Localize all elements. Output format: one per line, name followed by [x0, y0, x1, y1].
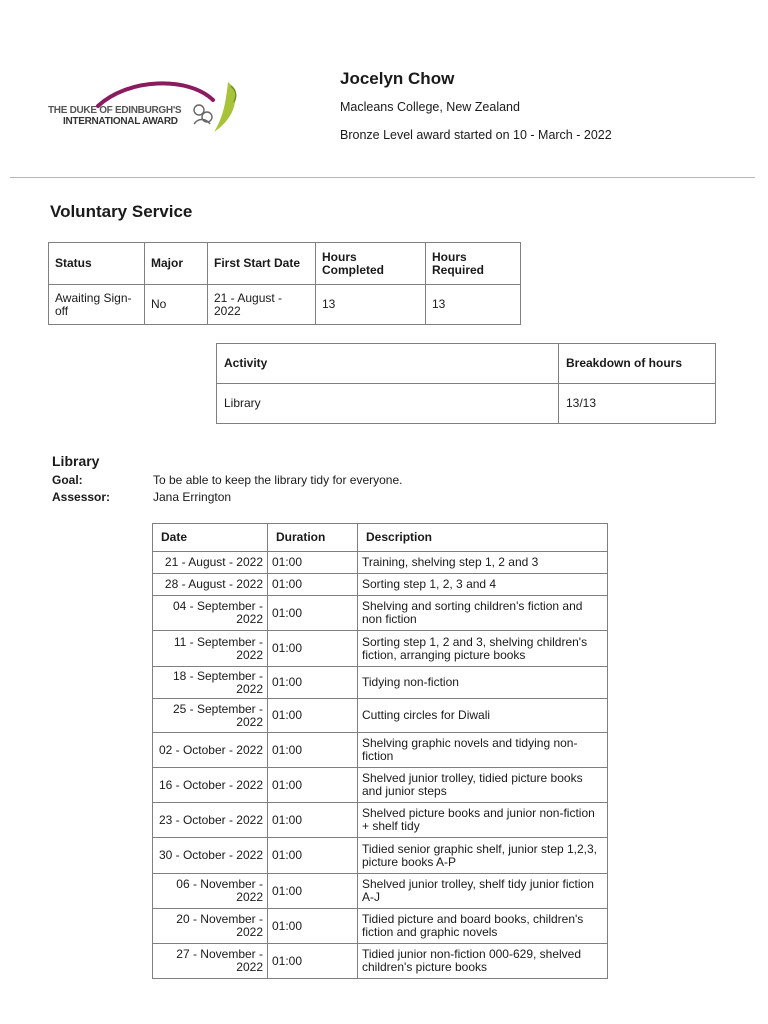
- assessor-label: Assessor:: [52, 490, 111, 504]
- goal-label: Goal:: [52, 473, 83, 487]
- log-duration: 01:00: [268, 596, 358, 631]
- log-table-header: [153, 524, 608, 552]
- first-start-value: 21 - August - 2022: [208, 285, 316, 325]
- log-description: Tidied senior graphic shelf, junior step 1,2,3, picture books A-P: [358, 838, 608, 874]
- log-date: 23 - October - 2022: [153, 803, 268, 838]
- table-row: [153, 596, 608, 631]
- log-duration: 01:00: [268, 909, 358, 944]
- log-duration: 01:00: [268, 552, 358, 574]
- major-header: Major: [145, 243, 208, 285]
- activity-table-header: [217, 344, 716, 384]
- activity-breakdown-table: [216, 343, 716, 424]
- goal-value: To be able to keep the library tidy for everyone.: [153, 473, 403, 487]
- date-header: Date: [153, 524, 268, 552]
- log-duration: 01:00: [268, 838, 358, 874]
- participant-name: Jocelyn Chow: [340, 69, 455, 88]
- table-row: [153, 667, 608, 699]
- log-date: 11 - September - 2022: [153, 631, 268, 667]
- log-description: Tidied picture and board books, children's fiction and graphic novels: [358, 909, 608, 944]
- log-duration: 01:00: [268, 803, 358, 838]
- log-date: 28 - August - 2022: [153, 574, 268, 596]
- log-date: 30 - October - 2022: [153, 838, 268, 874]
- log-description: Shelved junior trolley, tidied picture books and junior steps: [358, 768, 608, 803]
- log-description: Shelved picture books and junior non-fiction + shelf tidy: [358, 803, 608, 838]
- hours-required-header: Hours Required: [426, 243, 521, 285]
- log-duration: 01:00: [268, 631, 358, 667]
- hours-completed-header: Hours Completed: [316, 243, 426, 285]
- major-value: No: [145, 285, 208, 325]
- status-value: Awaiting Sign-off: [49, 285, 145, 325]
- table-row: [153, 631, 608, 667]
- activity-value: Library: [217, 384, 559, 424]
- status-header: Status: [49, 243, 145, 285]
- log-description: Shelving graphic novels and tidying non-fiction: [358, 733, 608, 768]
- log-description: Tidied junior non-fiction 000-629, shelved children's picture books: [358, 944, 608, 979]
- table-row: [153, 874, 608, 909]
- log-date: 06 - November - 2022: [153, 874, 268, 909]
- log-duration: 01:00: [268, 733, 358, 768]
- log-duration: 01:00: [268, 944, 358, 979]
- log-duration: 01:00: [268, 667, 358, 699]
- activity-header: Activity: [217, 344, 559, 384]
- status-table-header: [49, 243, 521, 285]
- table-row: [153, 944, 608, 979]
- award-logo: [48, 80, 243, 136]
- log-description: Shelving and sorting children's fiction and non fiction: [358, 596, 608, 631]
- log-description: Training, shelving step 1, 2 and 3: [358, 552, 608, 574]
- log-date: 04 - September - 2022: [153, 596, 268, 631]
- log-description: Sorting step 1, 2 and 3, shelving children's fiction, arranging picture books: [358, 631, 608, 667]
- log-description: Tidying non-fiction: [358, 667, 608, 699]
- activity-table-row: [217, 384, 716, 424]
- logo-text-line2: INTERNATIONAL AWARD: [63, 116, 178, 127]
- table-row: [153, 552, 608, 574]
- hours-required-value: 13: [426, 285, 521, 325]
- award-level-info: Bronze Level award started on 10 - March - 2022: [340, 128, 612, 142]
- log-duration: 01:00: [268, 574, 358, 596]
- log-date: 18 - September - 2022: [153, 667, 268, 699]
- status-table: [48, 242, 521, 325]
- log-description: Sorting step 1, 2, 3 and 4: [358, 574, 608, 596]
- status-table-row: [49, 285, 521, 325]
- log-duration: 01:00: [268, 874, 358, 909]
- table-row: [153, 574, 608, 596]
- logo-text-line1: THE DUKE OF EDINBURGH'S: [48, 105, 182, 116]
- table-row: [153, 909, 608, 944]
- log-date: 25 - September - 2022: [153, 699, 268, 733]
- log-description: Cutting circles for Diwali: [358, 699, 608, 733]
- log-duration: 01:00: [268, 768, 358, 803]
- section-title: Voluntary Service: [50, 202, 193, 221]
- table-row: [153, 768, 608, 803]
- log-date: 27 - November - 2022: [153, 944, 268, 979]
- header-divider: [10, 177, 755, 178]
- log-date: 20 - November - 2022: [153, 909, 268, 944]
- hours-completed-value: 13: [316, 285, 426, 325]
- table-row: [153, 803, 608, 838]
- breakdown-value: 13/13: [559, 384, 716, 424]
- activity-name: Library: [52, 453, 100, 469]
- breakdown-header: Breakdown of hours: [559, 344, 716, 384]
- log-date: 02 - October - 2022: [153, 733, 268, 768]
- table-row: [153, 838, 608, 874]
- participant-school: Macleans College, New Zealand: [340, 100, 520, 114]
- activity-log-table: [152, 523, 608, 979]
- log-duration: 01:00: [268, 699, 358, 733]
- duration-header: Duration: [268, 524, 358, 552]
- description-header: Description: [358, 524, 608, 552]
- assessor-value: Jana Errington: [153, 490, 232, 504]
- log-date: 21 - August - 2022: [153, 552, 268, 574]
- table-row: [153, 733, 608, 768]
- log-description: Shelved junior trolley, shelf tidy junior fiction A-J: [358, 874, 608, 909]
- log-date: 16 - October - 2022: [153, 768, 268, 803]
- first-start-header: First Start Date: [208, 243, 316, 285]
- table-row: [153, 699, 608, 733]
